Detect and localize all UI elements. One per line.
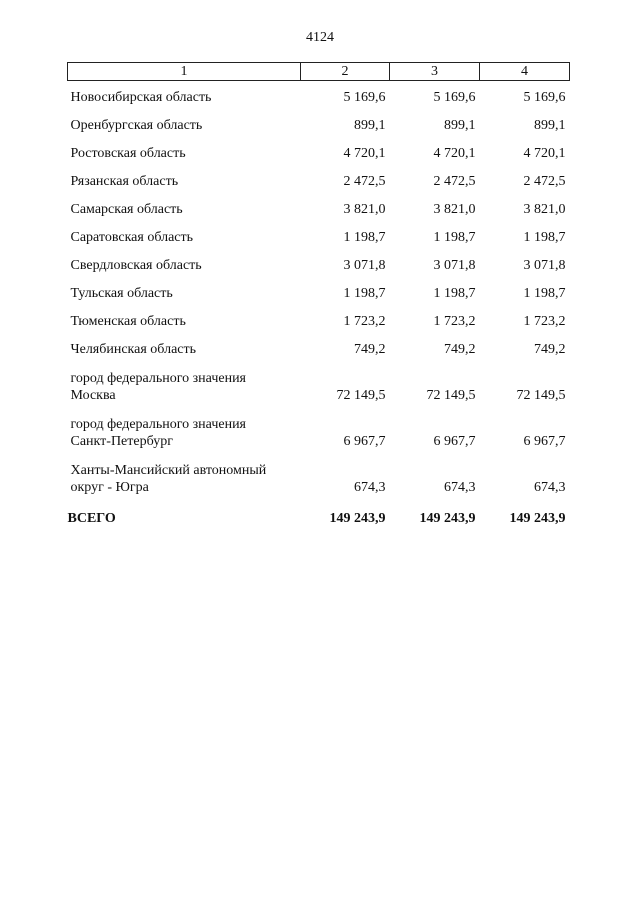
- table-row: [68, 81, 570, 107]
- table-row: [68, 218, 570, 246]
- total-col-4: 149 243,9: [509, 511, 566, 526]
- value-col-2: 899,1: [354, 118, 386, 133]
- region-name: [68, 450, 301, 496]
- region-name: Ростовская область: [70, 146, 186, 161]
- column-header-2: 2: [301, 63, 390, 81]
- value-col-2: 1 198,7: [343, 286, 386, 301]
- value-col-2: 6 967,7: [343, 434, 386, 449]
- region-name-line1: город федерального значения: [70, 371, 246, 386]
- region-name: Новосибирская область: [70, 90, 212, 105]
- value-col-4: 2 472,5: [523, 174, 566, 189]
- value-col-4: 1 198,7: [523, 286, 566, 301]
- region-name-line2: Санкт-Петербург: [70, 434, 173, 449]
- value-col-3: 749,2: [444, 342, 476, 357]
- region-name: Самарская область: [70, 202, 183, 217]
- value-col-4: 3 071,8: [523, 258, 566, 273]
- value-col-4: 1 723,2: [523, 314, 566, 329]
- column-header-3: 3: [390, 63, 480, 81]
- table-row: [68, 106, 570, 134]
- table-row: [68, 358, 570, 404]
- value-col-3: 4 720,1: [433, 146, 476, 161]
- value-col-3: 5 169,6: [433, 90, 476, 105]
- region-name: Свердловская область: [70, 258, 202, 273]
- region-name: Оренбургская область: [70, 118, 203, 133]
- value-col-2: 674,3: [354, 480, 386, 495]
- value-col-4: 6 967,7: [523, 434, 566, 449]
- value-col-4: 5 169,6: [523, 90, 566, 105]
- value-col-4: 749,2: [534, 342, 566, 357]
- value-col-4: 4 720,1: [523, 146, 566, 161]
- value-col-2: 1 198,7: [343, 230, 386, 245]
- table-body: [68, 81, 570, 528]
- value-col-4: 1 198,7: [523, 230, 566, 245]
- value-col-2: 5 169,6: [343, 90, 386, 105]
- value-col-3: 2 472,5: [433, 174, 476, 189]
- table-row: [68, 246, 570, 274]
- value-col-3: 72 149,5: [426, 388, 476, 403]
- total-label: ВСЕГО: [67, 511, 116, 526]
- budget-table: [67, 62, 570, 527]
- total-col-3: 149 243,9: [419, 511, 476, 526]
- table-row: [68, 134, 570, 162]
- value-col-2: 749,2: [354, 342, 386, 357]
- table-header: [68, 63, 570, 81]
- value-col-3: 3 821,0: [433, 202, 476, 217]
- region-name-line2: Москва: [70, 388, 116, 403]
- value-col-3: 899,1: [444, 118, 476, 133]
- value-col-4: 674,3: [534, 480, 566, 495]
- region-name-line1: город федерального значения: [70, 417, 246, 432]
- region-name: Рязанская область: [70, 174, 179, 189]
- table-row: [68, 330, 570, 358]
- page-number: 4124: [306, 30, 334, 45]
- value-col-4: 3 821,0: [523, 202, 566, 217]
- total-col-2: 149 243,9: [329, 511, 386, 526]
- region-name: Саратовская область: [70, 230, 194, 245]
- header-row: [68, 63, 570, 81]
- region-name: [68, 404, 301, 450]
- value-col-2: 4 720,1: [343, 146, 386, 161]
- table-row: [68, 162, 570, 190]
- value-col-2: 2 472,5: [343, 174, 386, 189]
- value-col-3: 674,3: [444, 480, 476, 495]
- value-col-2: 1 723,2: [343, 314, 386, 329]
- region-name: Тульская область: [70, 286, 173, 301]
- region-name: Тюменская область: [70, 314, 186, 329]
- total-row: [68, 496, 570, 527]
- region-name: Челябинская область: [70, 342, 196, 357]
- region-name-line2: округ - Югра: [70, 480, 149, 495]
- value-col-3: 1 723,2: [433, 314, 476, 329]
- table-row: [68, 302, 570, 330]
- value-col-3: 6 967,7: [433, 434, 476, 449]
- value-col-2: 3 821,0: [343, 202, 386, 217]
- value-col-4: 72 149,5: [516, 388, 566, 403]
- column-header-4: 4: [480, 63, 570, 81]
- value-col-3: 1 198,7: [433, 230, 476, 245]
- value-col-2: 72 149,5: [336, 388, 386, 403]
- column-header-1: 1: [68, 63, 301, 81]
- region-name-line1: Ханты-Мансийский автономный: [70, 463, 267, 478]
- table-row: [68, 450, 570, 496]
- region-name: [68, 358, 301, 404]
- table-row: [68, 274, 570, 302]
- value-col-4: 899,1: [534, 118, 566, 133]
- table-row: [68, 190, 570, 218]
- value-col-3: 3 071,8: [433, 258, 476, 273]
- value-col-3: 1 198,7: [433, 286, 476, 301]
- table-row: [68, 404, 570, 450]
- value-col-2: 3 071,8: [343, 258, 386, 273]
